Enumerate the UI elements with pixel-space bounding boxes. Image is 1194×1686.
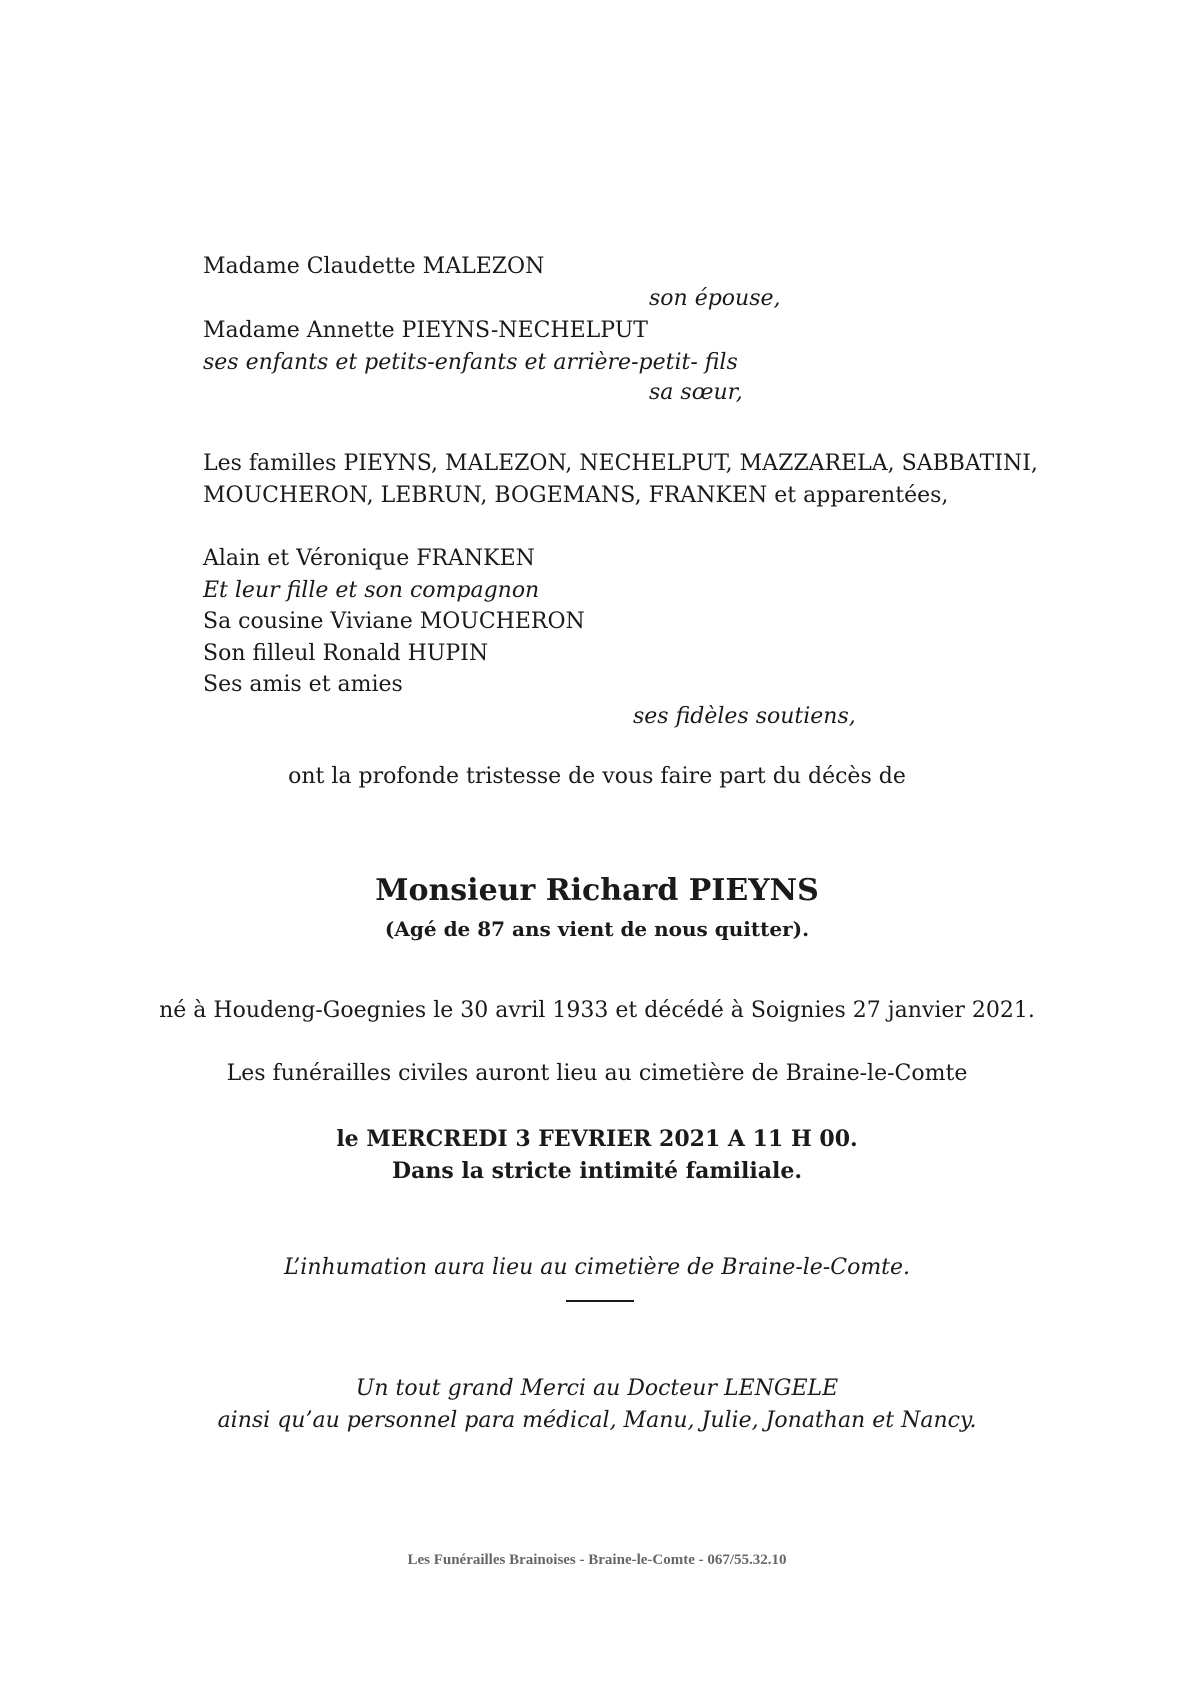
deceased-name: Monsieur Richard PIEYNS <box>375 873 819 908</box>
divider-line <box>566 1300 634 1302</box>
thanks-line-1: Un tout grand Merci au Docteur LENGELE <box>355 1376 839 1401</box>
friends-line-1: Alain et Véronique FRANKEN <box>203 546 535 571</box>
families-line-2: MOUCHERON, LEBRUN, BOGEMANS, FRANKEN et apparentées, <box>203 483 949 508</box>
family-line-sister-role: sa sœur, <box>649 380 743 405</box>
funeral-privacy: Dans la stricte intimité familiale. <box>391 1158 803 1184</box>
friends-line-2: Et leur fille et son compagnon <box>203 578 540 603</box>
family-line-spouse-role: son épouse, <box>649 286 781 311</box>
thanks-line-2: ainsi qu’au personnel para médical, Manu, Julie, Jonathan et Nancy. <box>217 1408 977 1433</box>
families-line-1: Les familles PIEYNS, MALEZON, NECHELPUT, MAZZARELA, SABBATINI, <box>203 451 1038 476</box>
burial-line: L’inhumation aura lieu au cimetière de Braine-le-Comte. <box>283 1255 911 1280</box>
friends-line-3: Sa cousine Viviane MOUCHERON <box>203 609 585 634</box>
funeral-line: Les funérailles civiles auront lieu au cimetière de Braine-le-Comte <box>226 1061 968 1086</box>
friends-line-6: ses fidèles soutiens, <box>633 704 856 729</box>
announcement: ont la profonde tristesse de vous faire part du décès de <box>288 764 906 789</box>
funeral-date: le MERCREDI 3 FEVRIER 2021 A 11 H 00. <box>336 1126 858 1152</box>
birth-death-line: né à Houdeng-Goegnies le 30 avril 1933 et décédé à Soignies 27 janvier 2021. <box>159 998 1035 1023</box>
family-line-sister-name: Madame Annette PIEYNS-NECHELPUT <box>203 318 648 343</box>
friends-line-4: Son filleul Ronald HUPIN <box>203 641 489 666</box>
funeral-home-footer: Les Funérailles Brainoises - Braine-le-Comte - 067/55.32.10 <box>407 1552 787 1568</box>
family-line-descendants: ses enfants et petits-enfants et arrière-petit- fils <box>203 350 738 375</box>
friends-line-5: Ses amis et amies <box>203 672 403 697</box>
deceased-age: (Agé de 87 ans vient de nous quitter). <box>384 917 810 941</box>
family-line-spouse-name: Madame Claudette MALEZON <box>203 254 545 279</box>
